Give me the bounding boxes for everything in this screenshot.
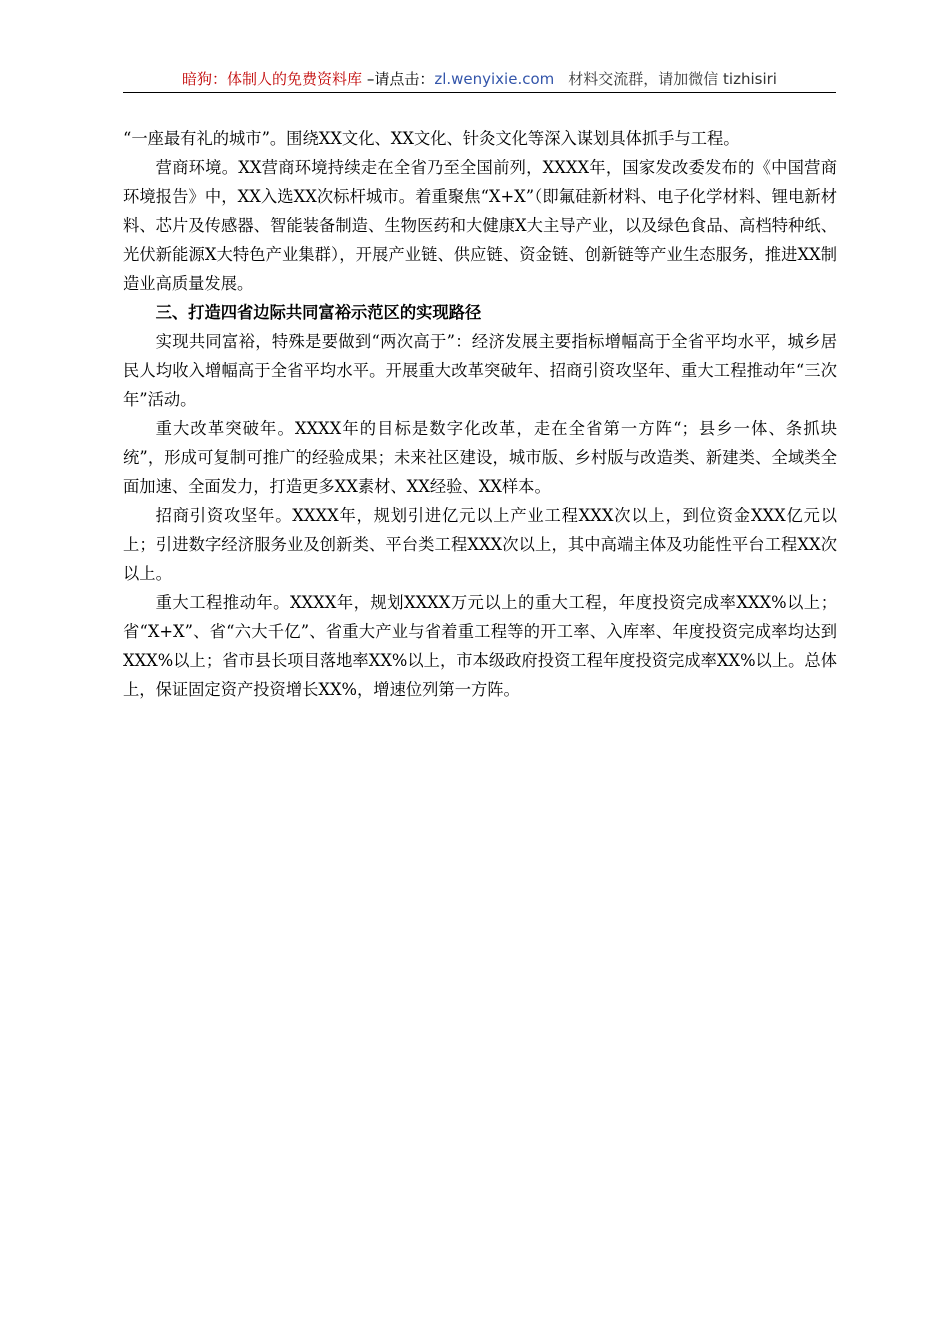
paragraph-business-environment: 营商环境。XX营商环境持续走在全省乃至全国前列，XXXX年，国家发改委发布的《中国营商环境报告》中，XX入选XX次标杆城市。着重聚焦“X+X”（即氟硅新材料、电子化学材料、锂电新材料、芯片及传感器、智能装备制造、生物医药和大健康X大主导产业，以及绿色食品、高档特种纸、光伏新能源X大特色产业集群），开展产业链、供应链、资金链、创新链等产业生态服务，推进XX制造业高质量发展。 [123,158,837,293]
paragraph-continuation: “一座最有礼的城市”。围绕XX文化、XX文化、针灸文化等深入谋划具体抓手与工程。 [123,129,740,148]
section-heading: 三、打造四省边际共同富裕示范区的实现路径 [155,303,482,322]
paragraph-common-prosperity: 实现共同富裕，特殊是要做到“两次高于”：经济发展主要指标增幅高于全省平均水平，城乡居民人均收入增幅高于全省平均水平。开展重大改革突破年、招商引资攻坚年、重大工程推动年“三次年”活动。 [123,332,837,409]
header-link[interactable]: zl.wenyixie.com [434,70,555,88]
header-wechat-note: 材料交流群，请加微信 tizhisiri [568,70,777,88]
header-brand: 暗狗：体制人的免费资料库 [182,70,363,88]
header-prompt: –请点击： [362,70,435,88]
paragraph-reform-year: 重大改革突破年。XXXX年的目标是数字化改革，走在全省第一方阵“；县乡一体、条抓块统”，形成可复制可推广的经验成果；未来社区建设，城市版、乡村版与改造类、新建类、全域类全面加速、全面发力，打造更多XX素材、XX经验、XX样本。 [123,419,837,496]
paragraph-major-projects-year: 重大工程推动年。XXXX年，规划XXXX万元以上的重大工程，年度投资完成率XXX%以上；省“X+X”、省“六大千亿”、省重大产业与省着重工程等的开工率、入库率、年度投资完成率均达到XXX%以上；省市县长项目落地率XX%以上，市本级政府投资工程年度投资完成率XX%以上。总体上，保证固定资产投资增长XX%，增速位列第一方阵。 [123,593,837,699]
page-header [123,66,836,93]
document-body [123,124,837,704]
paragraph-investment-year: 招商引资攻坚年。XXXX年，规划引进亿元以上产业工程XXX次以上，到位资金XXX亿元以上；引进数字经济服务业及创新类、平台类工程XXX次以上，其中高端主体及功能性平台工程XX次以上。 [123,506,837,583]
